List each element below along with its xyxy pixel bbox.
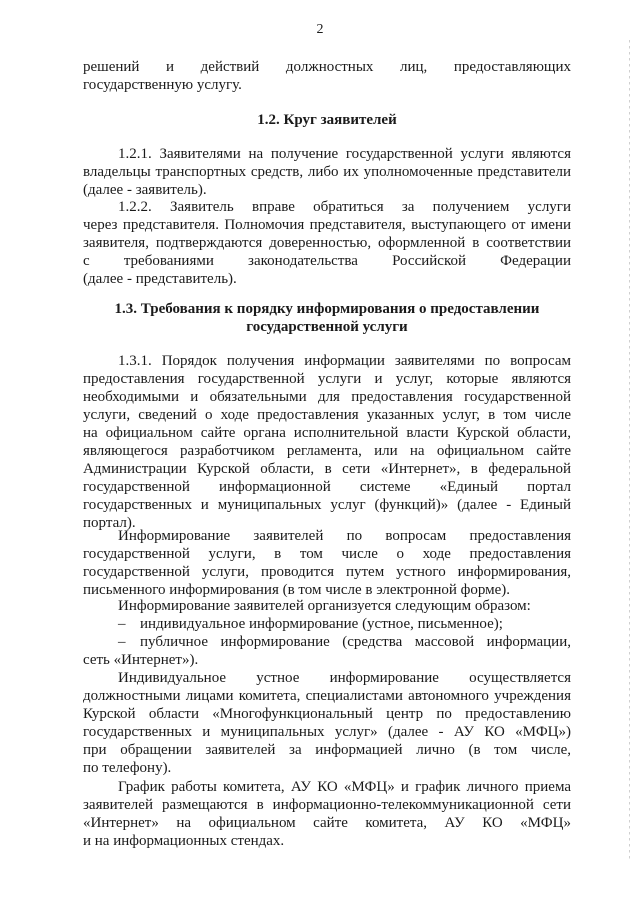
continuation-paragraph [83, 58, 571, 94]
text-line: государственной услуги, проводится путем устного информирования, [83, 564, 571, 580]
text-line: государственных и муниципальных услуг» (далее - АУ КО «МФЦ») [83, 724, 571, 740]
text-line: и на информационных стендах. [83, 833, 285, 849]
dash-bullet: – [118, 634, 126, 650]
text-line: решений и действий должностных лиц, предоставляющих [83, 59, 571, 75]
text-line: «Интернет» на официальном сайте комитета, АУ КО «МФЦ» [83, 815, 571, 831]
text-line: Индивидуальное устное информирование осуществляется [118, 670, 571, 686]
text-line: при обращении заявителей за информацией лично (в том числе, [83, 742, 571, 758]
paragraph-organization [83, 597, 571, 615]
heading-line: 1.3. Требования к порядку информирования о предоставлении [114, 301, 540, 317]
text-line: портал). [83, 515, 136, 531]
text-line: Курской области «Многофункциональный центр по предоставлению [83, 706, 571, 722]
text-line: График работы комитета, АУ КО «МФЦ» и график личного приема [118, 779, 571, 795]
list-item-line [83, 615, 571, 633]
text-line: Информирование заявителей по вопросам предоставления [118, 528, 571, 544]
list-item-text: публичное информирование (средства массовой информации, [140, 634, 571, 650]
text-line: 1.2.2. Заявитель вправе обратиться за получением услуги [118, 199, 571, 215]
text-line: государственную услугу. [83, 77, 242, 93]
text-line: через представителя. Полномочия представителя, выступающего от имени [83, 217, 571, 233]
text-line: необходимыми и обязательными для предоставления государственной [83, 389, 571, 405]
text-line: государственных и муниципальных услуг (функций)» (далее - Единый [83, 497, 571, 513]
paragraph-schedule [83, 778, 571, 850]
paragraph-informing [83, 527, 571, 599]
text-line: (далее - представитель). [83, 271, 237, 287]
text-line: государственной информационной системе «Единый портал [83, 479, 571, 495]
heading-line: государственной услуги [246, 319, 408, 335]
section-heading-1-3 [83, 300, 571, 336]
text-line: владельцы транспортных средств, либо их уполномоченные представители [83, 164, 571, 180]
text-line: (далее - заявитель). [83, 182, 207, 198]
paragraph-1-2-1 [83, 145, 571, 199]
scan-edge-artifact [629, 40, 630, 860]
text-line: письменного информирования (в том числе в электронной форме). [83, 582, 511, 598]
list-item [83, 615, 571, 633]
text-line: услуги, сведений о ходе предоставления указанных услуг, в том числе [83, 407, 571, 423]
paragraph-individual-informing [83, 669, 571, 777]
text-line: заявителей размещаются в информационно-телекоммуникационной сети [83, 797, 571, 813]
text-line: на официальном сайте органа исполнительной власти Курской области, [83, 425, 571, 441]
text-line: с требованиями законодательства Российской Федерации [83, 253, 571, 269]
text-line: по телефону). [83, 760, 172, 776]
list-item-text: индивидуальное информирование (устное, письменное); [140, 616, 503, 632]
text-line: 1.3.1. Порядок получения информации заявителями по вопросам [118, 353, 571, 369]
text-line: заявителя, подтверждаются доверенностью, оформленной в соответствии [83, 235, 571, 251]
page-number: 2 [316, 22, 324, 37]
text-line: должностными лицами комитета, специалистами автономного учреждения [83, 688, 571, 704]
paragraph-1-3-1 [83, 352, 571, 532]
text-line: государственной услуги, в том числе о ходе предоставления [83, 546, 571, 562]
text-line: 1.2.1. Заявителями на получение государственной услуги являются [118, 146, 571, 162]
text-line: предоставления государственной услуги и услуг, которые являются [83, 371, 571, 387]
text-line: сеть «Интернет»). [83, 652, 199, 668]
paragraph-1-2-2 [83, 198, 571, 288]
dash-bullet: – [118, 616, 126, 632]
text-line: Информирование заявителей организуется следующим образом: [118, 598, 531, 614]
section-heading-1-2: 1.2. Круг заявителей [257, 112, 397, 128]
text-line: являющегося разработчиком регламента, или на официальном сайте [83, 443, 571, 459]
list-item [83, 633, 571, 669]
text-line: Администрации Курской области, в сети «Интернет», в федеральной [83, 461, 571, 477]
list-item-line [83, 633, 571, 651]
